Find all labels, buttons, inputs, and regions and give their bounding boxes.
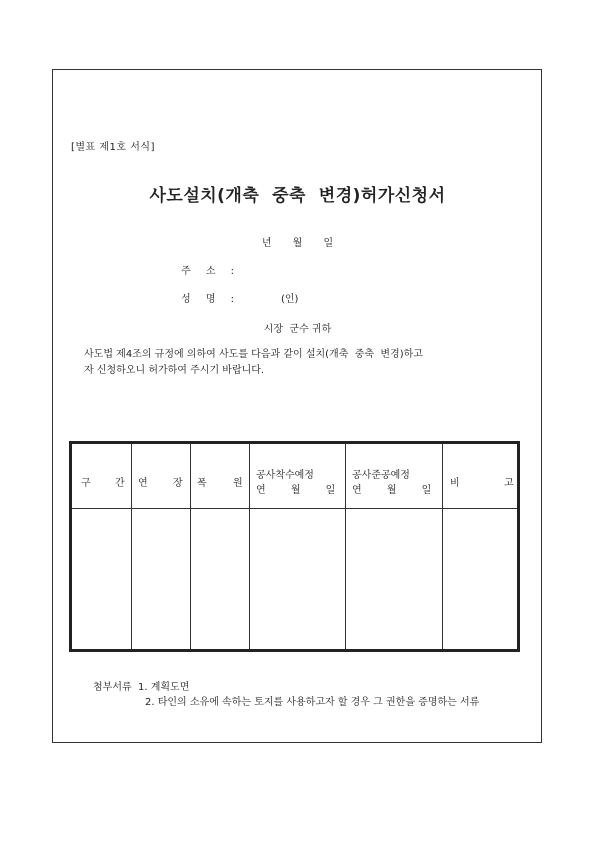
application-body bbox=[84, 347, 514, 379]
form-number: [별표 제1호 서식] bbox=[71, 142, 155, 153]
page-title: 사도설치(개축 중축 변경)허가신청서 bbox=[149, 186, 446, 206]
attachments bbox=[93, 678, 189, 693]
header-width-a: 폭 bbox=[197, 478, 207, 489]
header-completion-ymd: 연 월 일 bbox=[352, 485, 432, 496]
attachment-item-1: 1. 계획도면 bbox=[138, 682, 190, 693]
attachment-item-2: 2. 타인의 소유에 속하는 토지를 사용하고자 할 경우 그 권한을 증명하는 서류 bbox=[145, 697, 480, 708]
address-label: 주 소 : bbox=[181, 266, 241, 277]
header-section-a: 구 bbox=[81, 478, 91, 489]
body-line-2: 자 신청하오니 허가하여 주시기 바랍니다. bbox=[84, 365, 265, 376]
recipient-line: 시장 군수 귀하 bbox=[263, 324, 332, 335]
table-col-divider bbox=[131, 444, 132, 649]
header-length-a: 연 bbox=[138, 478, 148, 489]
header-start-date: 공사착수예정 bbox=[256, 470, 314, 481]
header-start-ymd: 연 월 일 bbox=[256, 485, 336, 496]
table-col-divider bbox=[442, 444, 443, 649]
body-line-1: 사도법 제4조의 규정에 의하여 사도를 다음과 같이 설치(개축 중축 변경)하고 bbox=[84, 349, 423, 360]
table-col-divider bbox=[345, 444, 346, 649]
header-remarks-a: 비 bbox=[450, 478, 460, 489]
seal-mark: (인) bbox=[281, 294, 299, 305]
header-length-b: 장 bbox=[173, 478, 183, 489]
header-section-b: 간 bbox=[115, 478, 125, 489]
attachments-label: 첨부서류 bbox=[93, 682, 132, 693]
header-completion-date: 공사준공예정 bbox=[352, 470, 410, 481]
header-width-b: 원 bbox=[233, 478, 243, 489]
table-col-divider bbox=[190, 444, 191, 649]
table-col-divider bbox=[249, 444, 250, 649]
date-line: 년 월 일 bbox=[261, 238, 334, 249]
name-label: 성 명 : bbox=[181, 294, 241, 305]
header-remarks-b: 고 bbox=[504, 478, 514, 489]
table-header-divider bbox=[72, 508, 517, 509]
application-table bbox=[69, 441, 520, 652]
